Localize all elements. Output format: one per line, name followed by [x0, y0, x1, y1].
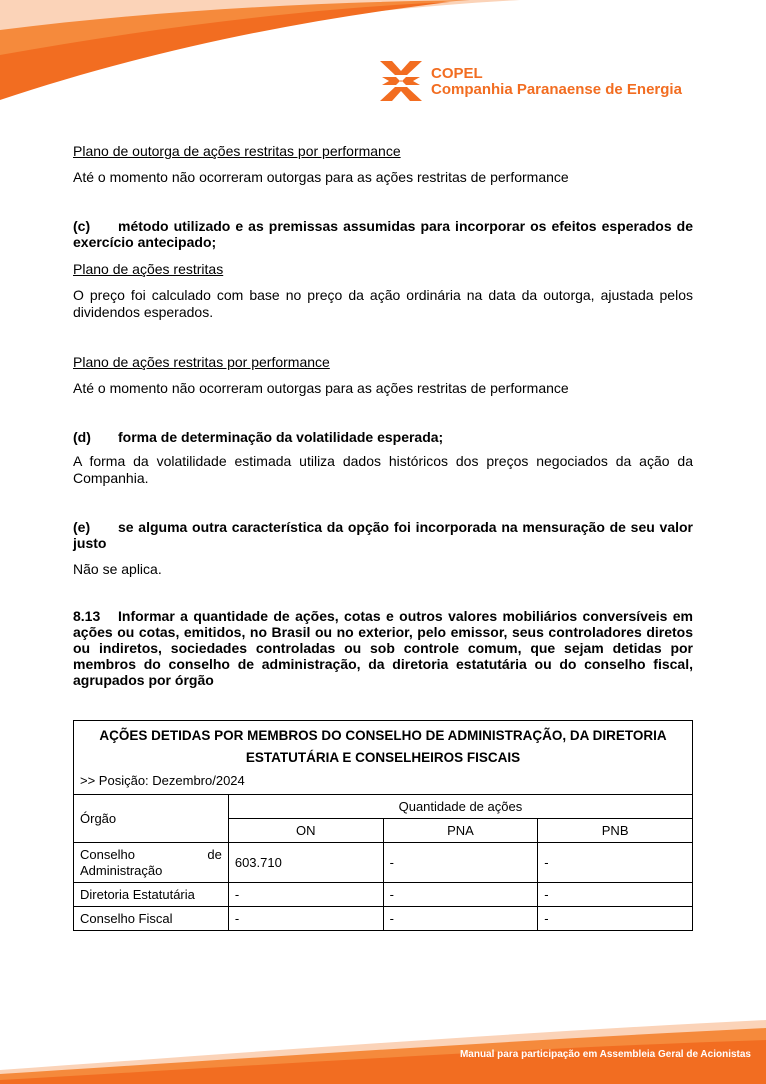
cell-pnb: - [538, 907, 693, 931]
section-text: Até o momento não ocorreram outorgas para as ações restritas de performance [73, 169, 569, 185]
header-pnb: PNB [538, 819, 693, 843]
cell-on: - [228, 907, 383, 931]
copel-logo-icon [380, 61, 422, 101]
table-title-row [74, 721, 693, 772]
item-d-body: A forma da volatilidade estimada utiliza dados históricos dos preços negociados da ação da Companhia. [73, 453, 693, 486]
item-label: (d) [73, 429, 91, 445]
item-c [73, 218, 693, 250]
item-label: 8.13 [73, 608, 101, 624]
company-name: Companhia Paranaense de Energia [431, 81, 682, 98]
cell-pna: - [383, 907, 538, 931]
item-text: forma de determinação da volatilidade esperada; [118, 429, 444, 445]
table-position: >> Posição: Dezembro/2024 [74, 771, 693, 795]
header-on: ON [228, 819, 383, 843]
item-text: Informar a quantidade de ações, cotas e outros valores mobiliários conversíveis em ações ou cotas, emitidos, no Brasil ou no exterior, pelo emissor, seus controladores diretos ou indiretos, sociedades controladas ou sob controle comum, que sejam detidas por membros do conselho de administração, da diretoria estatutária ou do conselho fiscal, agrupados por órgão [73, 608, 693, 688]
item-text: método utilizado e as premissas assumidas para incorporar os efeitos esperados de exercício antecipado; [73, 218, 693, 250]
item-d [73, 429, 693, 446]
table-row [74, 883, 693, 907]
table-header-row [74, 795, 693, 819]
cell-orgao: Diretoria Estatutária [74, 883, 229, 907]
table-row [74, 843, 693, 883]
cell-on: - [228, 883, 383, 907]
cell-orgao [74, 843, 229, 883]
section-text: O preço foi calculado com base no preço da ação ordinária na data da outorga, ajustada pelos dividendos esperados. [73, 287, 693, 320]
section-text: Até o momento não ocorreram outorgas para as ações restritas de performance [73, 380, 569, 396]
section-plano-performance-2 [73, 354, 693, 397]
section-heading: Plano de outorga de ações restritas por performance [73, 143, 401, 159]
item-label: (c) [73, 218, 91, 234]
item-text: se alguma outra característica da opção foi incorporada na mensuração de seu valor justo [73, 519, 693, 551]
header-orgao: Órgão [74, 795, 229, 843]
cell-pnb: - [538, 883, 693, 907]
item-label: (e) [73, 519, 91, 535]
section-heading: Plano de ações restritas [73, 261, 224, 277]
table-position-row [74, 771, 693, 795]
brand-name: COPEL [431, 65, 483, 82]
cell-orgao: Conselho Fiscal [74, 907, 229, 931]
cell-orgao-part: Administração [80, 862, 163, 878]
cell-orgao-part: de [207, 846, 222, 862]
acoes-table [73, 720, 693, 931]
header-quantidade: Quantidade de ações [228, 795, 692, 819]
cell-on: 603.710 [228, 843, 383, 883]
item-e-body: Não se aplica. [73, 561, 162, 577]
table-title: AÇÕES DETIDAS POR MEMBROS DO CONSELHO DE ADMINISTRAÇÃO, DA DIRETORIA ESTATUTÁRIA E CONSELHEIROS FISCAIS [74, 721, 693, 772]
section-plano-restritas [73, 261, 693, 321]
cell-pna: - [383, 883, 538, 907]
header-pna: PNA [383, 819, 538, 843]
item-8-13 [73, 608, 693, 688]
item-e [73, 519, 693, 551]
company-logo-text [431, 66, 682, 98]
footer-text: Manual para participação em Assembleia Geral de Acionistas [459, 1049, 751, 1060]
footer-swoosh-decoration [0, 1010, 766, 1084]
section-plano-performance-1 [73, 143, 693, 186]
cell-pnb: - [538, 843, 693, 883]
section-heading: Plano de ações restritas por performance [73, 354, 330, 370]
cell-orgao-part: Conselho [80, 846, 135, 862]
cell-pna: - [383, 843, 538, 883]
table-row [74, 907, 693, 931]
